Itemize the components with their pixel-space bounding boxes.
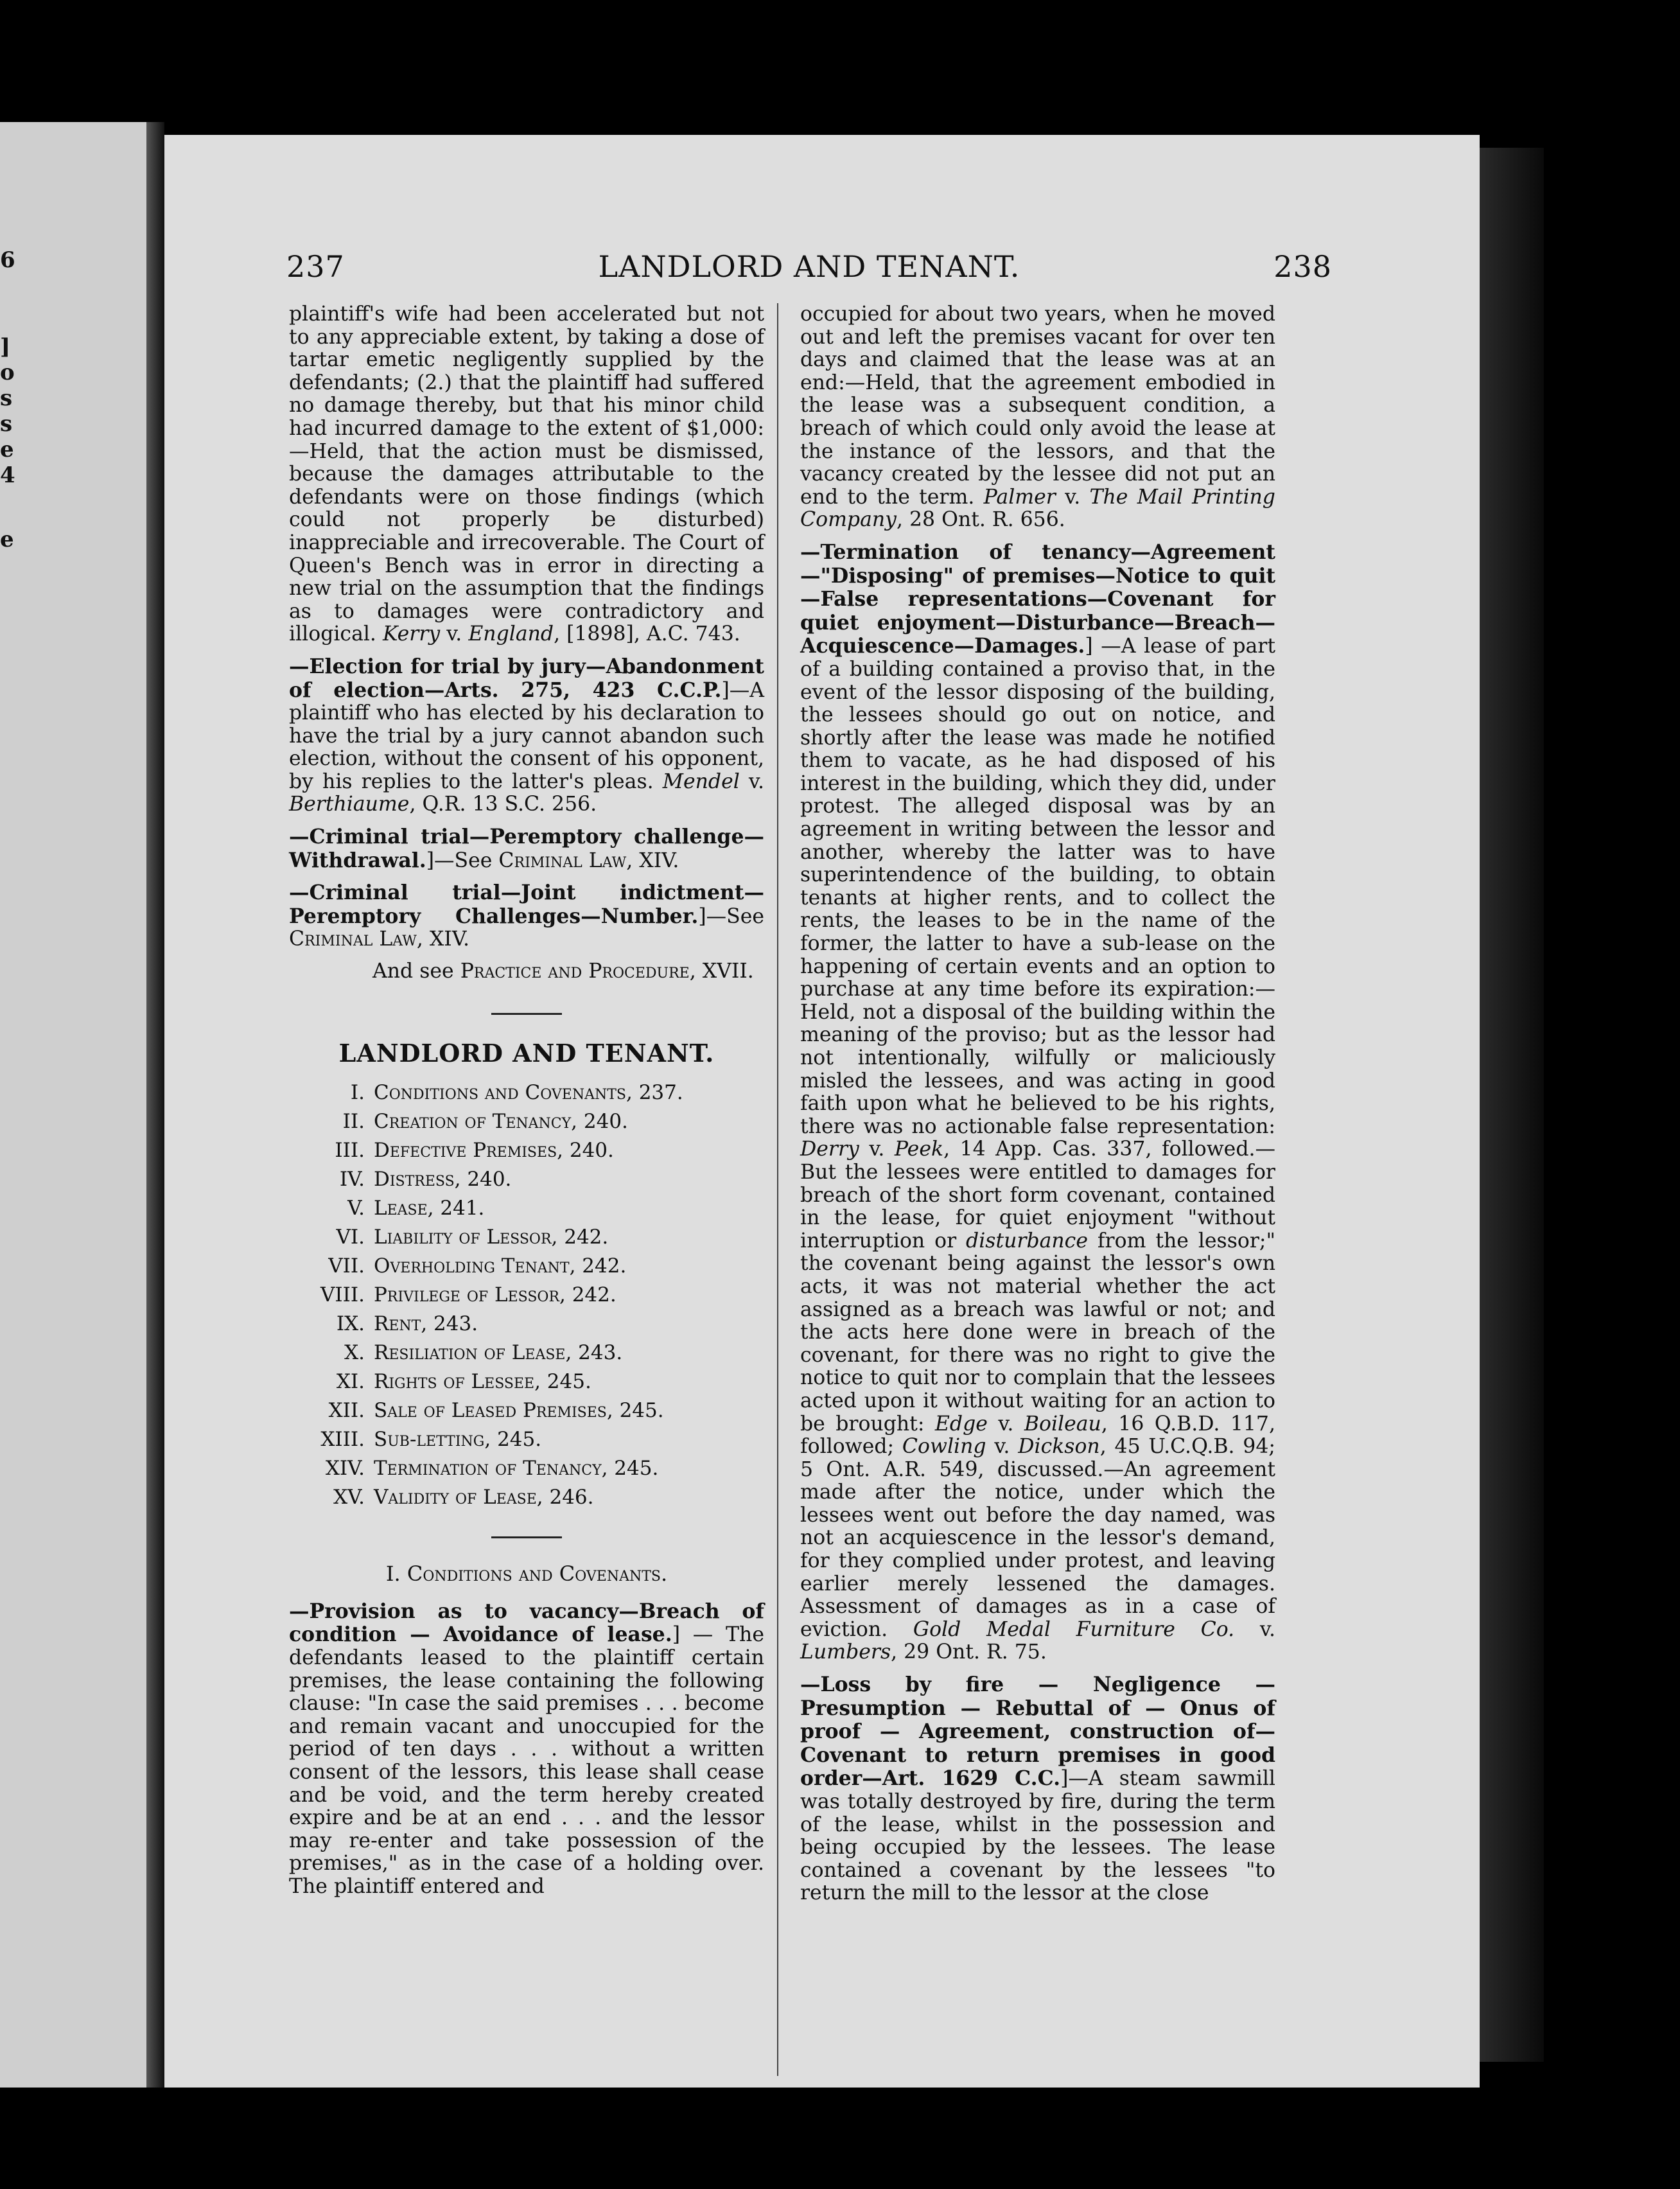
digest-entry-loss-by-fire	[800, 1673, 1275, 1905]
toc-number: XI.	[336, 1370, 365, 1394]
case-name: Dickson	[1018, 1435, 1100, 1459]
case-name: Edge	[934, 1412, 988, 1436]
toc-number: XIV.	[325, 1457, 365, 1481]
toc-number: IX.	[336, 1312, 365, 1336]
toc-title: Resiliation of Lease, 243.	[374, 1341, 623, 1365]
toc-title: Sub-letting, 245.	[374, 1428, 542, 1452]
entry-heading: —Termination of tenancy—Agreement—"Disposing" of premises—Notice to quit—False representations—Covenant for quiet enjoyment—Disturbance—Breach—Acquiescence—Damages.	[800, 540, 1275, 658]
toc-item	[289, 1339, 764, 1367]
case-citation: , 29 Ont. R. 75.	[891, 1640, 1047, 1664]
case-name: The Mail Printing Company	[800, 485, 1275, 532]
toc-item	[289, 1367, 764, 1396]
right-column	[800, 303, 1275, 1914]
toc-number: III.	[335, 1139, 365, 1163]
table-of-contents	[289, 1078, 764, 1512]
case-citation: , 14 App. Cas. 337, followed.—But the lessees were entitled to damages for breach of the short form covenant, contained in the lease, for quiet enjoyment "without interruption or	[800, 1138, 1275, 1253]
case-name: Lumbers	[800, 1640, 891, 1664]
entry-text: ]—A steam sawmill was totally destroyed by fire, during the term of the lease, whilst in the possession and being occupied by the lessees. The lease contained a covenant by the lessees "to return the mill to the lessor at the close	[800, 1767, 1275, 1905]
entry-heading: —Criminal trial—Joint indictment—Peremptory Challenges—Number.	[289, 881, 764, 928]
toc-item	[289, 1425, 764, 1454]
case-versus: v.	[859, 1138, 895, 1161]
toc-item	[289, 1194, 764, 1223]
toc-item	[289, 1310, 764, 1339]
entry-text: ] —A lease of part of a building contained a proviso that, in the event of the lessor disposing of the building, the lessees should go out on notice, and shortly after the lease was made he notified them to vacate, as he had disposed of his interest in the building, which they did, under protest. The alleged disposal was by an agreement in writing between the lessor and another, whereby the latter was to have superintendence of the building, to obtain tenants at higher rents, and to collect the rents, the leases to be in the name of the former, the latter to have a sub-lease on the happening of certain events and an option to purchase at any time before its expiration:—Held, not a disposal of the building within the meaning of the proviso; but as the lessor had not intentionally, wilfully or maliciously misled the lessees, and was acting in good faith upon what he believed to be his rights, there was no actionable false representation:	[800, 635, 1275, 1138]
toc-number: VIII.	[320, 1283, 365, 1307]
digest-entry-termination-tenancy	[800, 541, 1275, 1664]
facing-page-char: 4	[0, 462, 15, 488]
running-header	[286, 249, 1332, 301]
toc-title: Defective Premises, 240.	[374, 1139, 614, 1163]
entry-heading: —Election for trial by jury—Abandonment of election—Arts. 275, 423 C.C.P.	[289, 654, 764, 702]
cross-reference: Criminal Law, XIV.	[289, 927, 470, 951]
case-citation: , Q.R. 13 S.C. 256.	[409, 793, 597, 816]
page-number-right: 238	[1273, 249, 1332, 284]
entry-text: occupied for about two years, when he moved out and left the premises vacant for over ten days and claimed that the lease was at an end:—Held, that the agreement embodied in the lease was a subsequent condition, a breach of which could only avoid the lease at the instance of the lessors, and that the vacancy created by the lessee did not put an end to the term.	[800, 303, 1275, 509]
digest-entry-kerry	[289, 303, 764, 646]
digest-entry-peremptory-challenge	[289, 825, 764, 872]
toc-title: Rent, 243.	[374, 1312, 478, 1336]
book-spine	[146, 122, 164, 2088]
emphasis-word: disturbance	[966, 1229, 1088, 1253]
toc-item	[289, 1078, 764, 1107]
case-name: England	[468, 622, 554, 646]
toc-number: V.	[347, 1197, 365, 1220]
case-name: Derry	[800, 1138, 859, 1161]
digest-entry-vacancy	[289, 1600, 764, 1899]
case-name: Gold Medal Furniture Co.	[913, 1617, 1235, 1641]
toc-item	[289, 1454, 764, 1483]
toc-number: XIII.	[320, 1428, 365, 1452]
toc-number: IV.	[339, 1168, 365, 1191]
toc-title: Termination of Tenancy, 245.	[374, 1457, 659, 1481]
page-edge-shadow	[1480, 148, 1544, 2062]
case-name: Cowling	[902, 1435, 986, 1459]
case-citation: , [1898], A.C. 743.	[554, 622, 740, 646]
toc-title: Rights of Lessee, 245.	[374, 1370, 591, 1394]
toc-number: X.	[344, 1341, 365, 1365]
toc-item	[289, 1223, 764, 1252]
case-versus: v.	[440, 622, 469, 646]
case-name: Peek	[894, 1138, 944, 1161]
toc-title: Conditions and Covenants, 237.	[374, 1081, 683, 1105]
case-name: Palmer	[983, 485, 1056, 509]
toc-title: Creation of Tenancy, 240.	[374, 1110, 628, 1134]
case-citation: , 28 Ont. R. 656.	[896, 508, 1065, 532]
section-rule	[491, 1536, 562, 1538]
case-versus: v.	[987, 1412, 1024, 1436]
case-citation: , 45 U.C.Q.B. 94; 5 Ont. A.R. 549, discussed.—An agreement made after the notice, under which the lessees went out before the day named, was not an acquiescence in the lessor's demand, for they complied under protest, and leaving earlier merely lessened the damages. Assessment of damages as in a case of eviction.	[800, 1435, 1275, 1641]
case-versus: v.	[1234, 1617, 1275, 1641]
toc-title: Privilege of Lessor, 242.	[374, 1283, 617, 1307]
digest-entry-joint-indictment	[289, 881, 764, 951]
see-also-note	[289, 960, 764, 983]
toc-title: Validity of Lease, 246.	[374, 1486, 594, 1509]
case-citation: , 16 Q.B.D. 117, followed;	[800, 1412, 1275, 1459]
book-page	[164, 135, 1480, 2088]
cross-reference: Practice and Procedure, XVII.	[460, 960, 754, 983]
digest-entry-election-jury	[289, 655, 764, 816]
section-title: LANDLORD AND TENANT.	[338, 1038, 715, 1068]
toc-number: I.	[350, 1081, 365, 1105]
column-divider	[777, 303, 778, 2076]
case-versus: v.	[986, 1435, 1019, 1459]
left-column	[289, 303, 764, 1908]
toc-item	[289, 1483, 764, 1512]
facing-page-fragment	[0, 122, 146, 2088]
facing-page-char: e	[0, 437, 14, 462]
see-also-lead: And see	[372, 960, 460, 983]
running-title: LANDLORD AND TENANT.	[598, 249, 1020, 284]
toc-number: XII.	[328, 1399, 365, 1423]
toc-item	[289, 1252, 764, 1281]
facing-page-char: s	[0, 385, 13, 411]
case-name: Boileau	[1024, 1412, 1101, 1436]
toc-title: Lease, 241.	[374, 1197, 485, 1220]
toc-title: Distress, 240.	[374, 1168, 512, 1191]
toc-title: Sale of Leased Premises, 245.	[374, 1399, 664, 1423]
toc-number: VII.	[328, 1254, 365, 1278]
subsection-title: I. Conditions and Covenants.	[385, 1561, 668, 1587]
facing-page-char: s	[0, 411, 13, 437]
toc-title: Overholding Tenant, 242.	[374, 1254, 627, 1278]
facing-page-char: ]	[0, 334, 11, 360]
entry-text: ] — The defendants leased to the plaintiff certain premises, the lease containing the following clause: "In case the said premises . . . become and remain vacant and unoccupied for the period of ten days . . . without a written consent of the lessors, this lease shall cease and be void, and the term hereby created expire and be at an end . . . and the lessor may re-enter and take possession of the premises," as in the case of a holding over. The plaintiff entered and	[289, 1623, 764, 1898]
facing-page-char: e	[0, 527, 14, 552]
section-rule	[491, 1013, 562, 1015]
toc-item	[289, 1396, 764, 1425]
cross-reference: Criminal Law, XIV.	[498, 848, 679, 872]
facing-page-char: 6	[0, 247, 15, 273]
case-versus: v.	[739, 769, 764, 793]
entry-text: ]—See	[426, 848, 499, 872]
entry-heading: —Provision as to vacancy—Breach of condition — Avoidance of lease.	[289, 1599, 764, 1647]
toc-number: II.	[342, 1110, 365, 1134]
toc-title: Liability of Lessor, 242.	[374, 1226, 609, 1249]
case-name: Kerry	[382, 622, 441, 646]
entry-heading: —Criminal trial—Peremptory challenge—Withdrawal.	[289, 825, 764, 872]
digest-entry-palmer	[800, 303, 1275, 532]
toc-number: VI.	[336, 1226, 365, 1249]
case-versus: v.	[1055, 485, 1090, 509]
entry-text: ]—See	[698, 904, 764, 928]
entry-text: ]—A plaintiff who has elected by his declaration to have the trial by a jury cannot abandon such election, without the consent of his opponent, by his replies to the latter's pleas.	[289, 678, 764, 793]
page-number-left: 237	[286, 249, 345, 284]
toc-item	[289, 1281, 764, 1310]
toc-item	[289, 1107, 764, 1136]
case-name: Mendel	[662, 769, 740, 793]
entry-text: plaintiff's wife had been accelerated but not to any appreciable extent, by taking a dose of tartar emetic negligently supplied by the defendants; (2.) that the plaintiff had suffered no damage thereby, but that his minor child had incurred damage to the extent of $1,000: —Held, that the action must be dismissed, because the damages attributable to the defendants were on those findings (which could not properly be disturbed) inappreciable and irrecoverable. The Court of Queen's Bench was in error in directing a new trial on the assumption that the findings as to damages were contradictory and illogical.	[289, 303, 764, 646]
toc-item	[289, 1136, 764, 1165]
toc-number: XV.	[333, 1486, 365, 1509]
entry-text: from the lessor;" the covenant being against the lessor's own acts, it was not material whether the act assigned as a breach was lawful or not; and the acts here done were in breach of the covenant, for there was no right to give the notice to quit nor to complain that the lessees acted upon it without waiting for an action to be brought:	[800, 1229, 1275, 1436]
case-name: Berthiaume	[289, 793, 410, 816]
entry-heading: —Loss by fire — Negligence — Presumption — Rebuttal of — Onus of proof — Agreement, construction of—Covenant to return premises in good order—Art. 1629 C.C.	[800, 1673, 1275, 1791]
toc-item	[289, 1165, 764, 1194]
facing-page-char: o	[0, 360, 15, 385]
